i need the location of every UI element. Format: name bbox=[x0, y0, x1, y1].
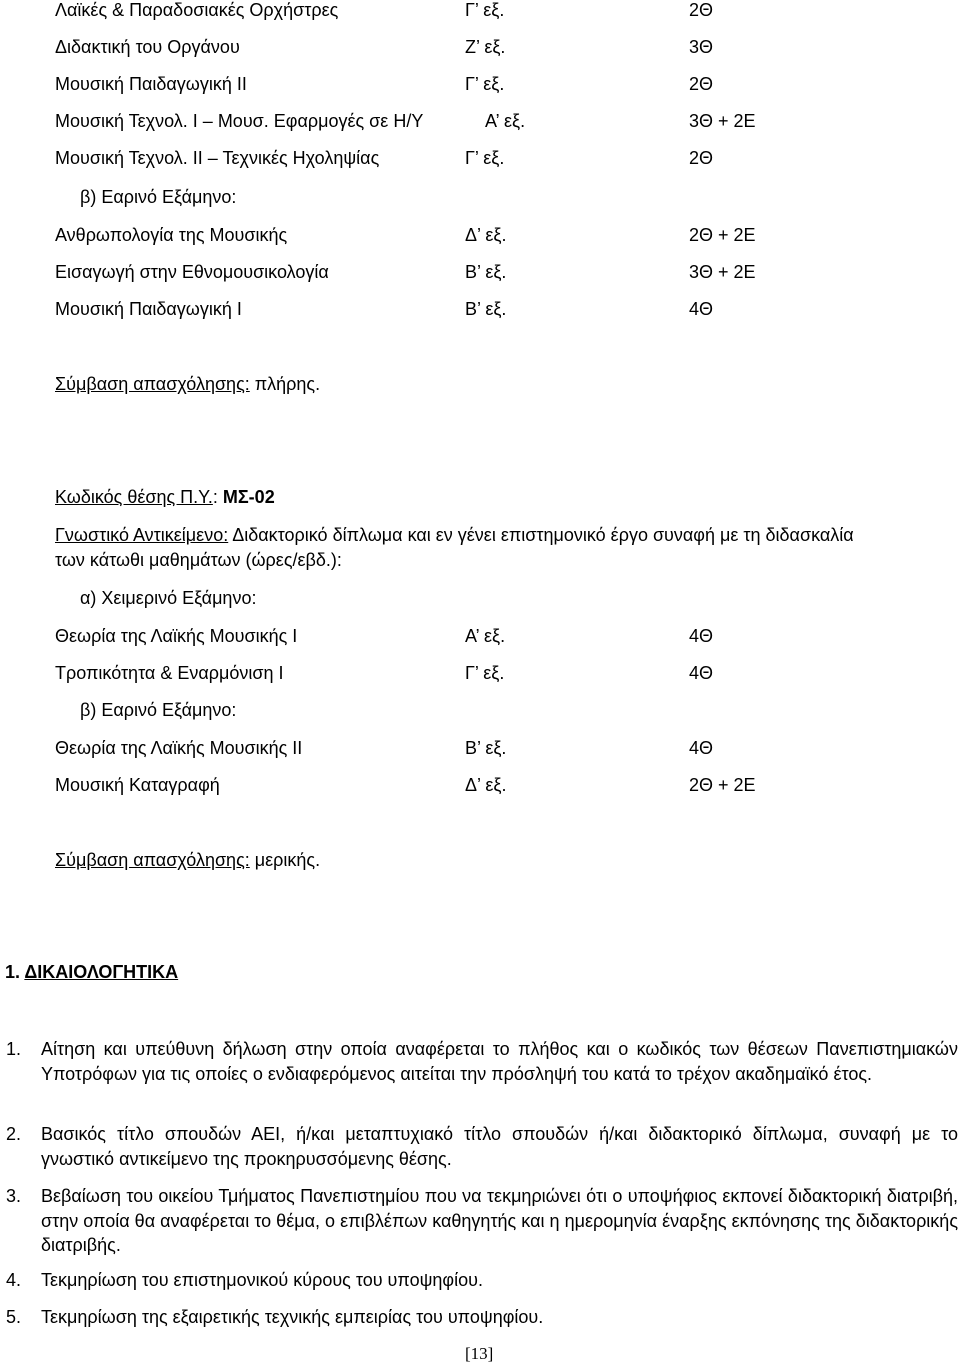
contract-value: πλήρης. bbox=[249, 374, 321, 394]
winter-semester-label: α) Χειμερινό Εξάμηνο: bbox=[80, 588, 257, 608]
list-item-number: 1. bbox=[6, 1039, 22, 1059]
list-item-text: Βασικός τίτλο σπουδών ΑΕΙ, ή/και μεταπτυχιακό τίτλο σπουδών ή/και διδακτορικό δίπλωμα, συναφή με το γνωστικό αντικείμενο της προκηρυσσόμενης θέσης. bbox=[41, 1124, 958, 1169]
list-item-number: 3. bbox=[6, 1186, 22, 1206]
course-name: Θεωρία της Λαϊκής Μουσικής Ι bbox=[55, 626, 298, 646]
course-semester: Ζ’ εξ. bbox=[465, 37, 506, 57]
contract-type bbox=[55, 373, 320, 395]
course-row bbox=[55, 774, 756, 796]
course-name: Μουσική Τεχνολ. Ι – Μουσ. Εφαρμογές σε Η/Υ bbox=[55, 111, 424, 131]
course-row bbox=[55, 73, 714, 95]
course-name: Μουσική Παιδαγωγική Ι bbox=[55, 299, 242, 319]
course-row bbox=[55, 737, 714, 759]
list-item-text: Τεκμηρίωση του επιστημονικού κύρους του υποψηφίου. bbox=[41, 1270, 483, 1290]
course-hours: 3Θ + 2Ε bbox=[689, 262, 756, 282]
section-number: 1. bbox=[5, 962, 25, 982]
course-hours: 2Θ bbox=[689, 0, 714, 20]
spring-semester-label: β) Εαρινό Εξάμηνο: bbox=[80, 187, 237, 207]
course-row bbox=[55, 261, 756, 283]
position-code-label: Κωδικός θέσης Π.Υ. bbox=[55, 487, 213, 507]
course-semester: Γ’ εξ. bbox=[465, 0, 505, 20]
position-code bbox=[55, 486, 275, 508]
list-item-number: 4. bbox=[6, 1270, 22, 1290]
position-code-value: ΜΣ-02 bbox=[222, 487, 275, 507]
course-row bbox=[55, 147, 714, 169]
contract-label: Σύμβαση απασχόλησης: bbox=[55, 374, 250, 394]
course-name: Διδακτική του Οργάνου bbox=[55, 37, 240, 57]
course-hours: 2Θ bbox=[689, 74, 714, 94]
course-semester: Β’ εξ. bbox=[465, 262, 507, 282]
course-hours: 4Θ bbox=[689, 738, 714, 758]
course-semester: Α’ εξ. bbox=[465, 626, 506, 646]
subject-line-2: των κάτωθι μαθημάτων (ώρες/εβδ.): bbox=[55, 550, 342, 570]
course-hours: 3Θ bbox=[689, 37, 714, 57]
contract-type bbox=[55, 849, 320, 871]
course-name: Ανθρωπολογία της Μουσικής bbox=[55, 225, 288, 245]
course-name: Μουσική Παιδαγωγική ΙΙ bbox=[55, 74, 247, 94]
list-item-text: Τεκμηρίωση της εξαιρετικής τεχνικής εμπειρίας του υποψηφίου. bbox=[41, 1307, 544, 1327]
list-item-number: 2. bbox=[6, 1124, 22, 1144]
subject-label: Γνωστικό Αντικείμενο: bbox=[55, 525, 229, 545]
position-code-separator: : bbox=[212, 487, 223, 507]
course-row bbox=[55, 298, 714, 320]
subject-line bbox=[55, 524, 854, 546]
course-name: Θεωρία της Λαϊκής Μουσικής ΙΙ bbox=[55, 738, 303, 758]
course-row bbox=[55, 0, 714, 21]
section-title: ΔΙΚΑΙΟΛΟΓΗΤΙΚΑ bbox=[24, 962, 179, 982]
course-semester: Γ’ εξ. bbox=[465, 148, 505, 168]
course-semester: Γ’ εξ. bbox=[465, 663, 505, 683]
section-heading bbox=[5, 961, 178, 983]
subject-text: Διδακτορικό δίπλωμα και εν γένει επιστημονικό έργο συναφή με τη διδασκαλία bbox=[228, 525, 854, 545]
course-name: Λαϊκές & Παραδοσιακές Ορχήστρες bbox=[55, 0, 339, 20]
list-item-text: Αίτηση και υπεύθυνη δήλωση στην οποία αναφέρεται το πλήθος και ο κωδικός των θέσεων Πανεπιστημιακών Υποτρόφων για τις οποίες ο ενδιαφερόμενος αιτείται την πρόσληψή του κατά το τρέχον ακαδημαϊκό έτος. bbox=[41, 1039, 958, 1084]
course-semester: Δ’ εξ. bbox=[465, 225, 507, 245]
course-semester: Β’ εξ. bbox=[465, 738, 507, 758]
course-semester: Γ’ εξ. bbox=[465, 74, 505, 94]
course-name: Εισαγωγή στην Εθνομουσικολογία bbox=[55, 262, 329, 282]
course-name: Τροπικότητα & Εναρμόνιση Ι bbox=[55, 663, 284, 683]
course-row bbox=[55, 224, 756, 246]
course-name: Μουσική Καταγραφή bbox=[55, 775, 220, 795]
spring-semester-label: β) Εαρινό Εξάμηνο: bbox=[80, 700, 237, 720]
course-row bbox=[55, 36, 714, 58]
course-row bbox=[55, 662, 714, 684]
course-hours: 3Θ + 2Ε bbox=[689, 111, 756, 131]
course-hours: 4Θ bbox=[689, 299, 714, 319]
contract-label: Σύμβαση απασχόλησης: bbox=[55, 850, 250, 870]
course-hours: 2Θ bbox=[689, 148, 714, 168]
course-semester: Β’ εξ. bbox=[465, 299, 507, 319]
course-semester: Δ’ εξ. bbox=[465, 775, 507, 795]
list-item-text: Βεβαίωση του οικείου Τμήματος Πανεπιστημίου που να τεκμηριώνει ότι ο υποψήφιος εκπονεί διδακτορική διατριβή, στην οποία θα αναφέρεται το θέμα, ο επιβλέπων καθηγητής και η ημερομηνία έναρξης εκπόνησης της διδακτορικής διατριβής. bbox=[41, 1186, 958, 1255]
list-item-number: 5. bbox=[6, 1307, 22, 1327]
course-hours: 2Θ + 2Ε bbox=[689, 775, 756, 795]
page-number: [13] bbox=[465, 1344, 494, 1363]
course-row bbox=[55, 110, 756, 132]
course-hours: 2Θ + 2Ε bbox=[689, 225, 756, 245]
contract-value: μερικής. bbox=[249, 850, 321, 870]
course-row bbox=[55, 625, 714, 647]
course-hours: 4Θ bbox=[689, 626, 714, 646]
course-hours: 4Θ bbox=[689, 663, 714, 683]
course-semester: Α’ εξ. bbox=[485, 111, 526, 131]
course-name: Μουσική Τεχνολ. ΙΙ – Τεχνικές Ηχοληψίας bbox=[55, 148, 380, 168]
